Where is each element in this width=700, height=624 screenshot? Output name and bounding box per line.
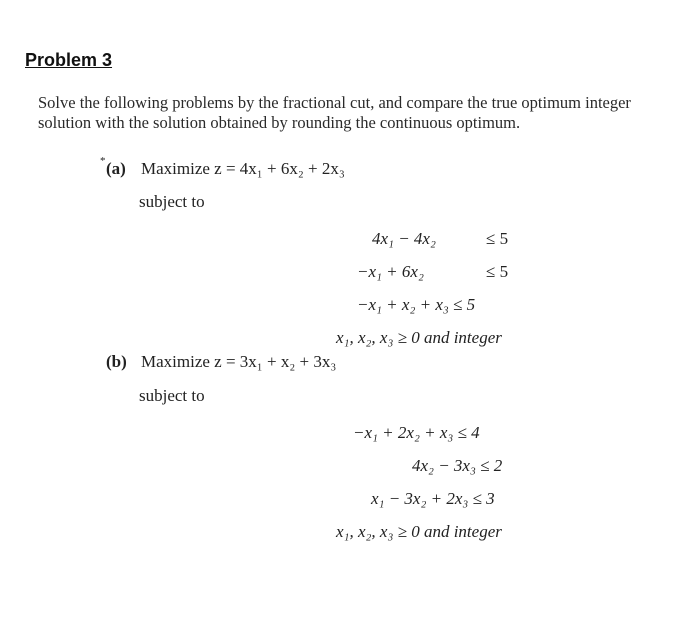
part-a-constraint-2-lhs: −x₁ + 6x₂ xyxy=(357,262,424,281)
part-b-constraint-2: 4x₂ − 3x₃ ≤ 2 xyxy=(412,456,503,475)
part-a-constraint-1-lhs: 4x₁ − 4x₂ xyxy=(372,229,436,248)
part-a-constraint-2-rhs: ≤ 5 xyxy=(486,262,509,281)
part-a-nonnegativity: x₁, x₂, x₃ ≥ 0 and integer xyxy=(336,328,502,347)
part-a-constraint-3: −x₁ + x₂ + x₃ ≤ 5 xyxy=(357,295,476,314)
part-b-nonnegativity: x₁, x₂, x₃ ≥ 0 and integer xyxy=(336,522,502,541)
part-b-objective: Maximize z = 3x₁ + x₂ + 3x₃ xyxy=(141,352,337,371)
part-a-subject-to: subject to xyxy=(139,192,205,211)
problem-intro: Solve the following problems by the fractional cut, and compare the true optimum integer solution with the solution obtained by rounding the continuous optimum. xyxy=(38,93,631,132)
part-b-label: (b) xyxy=(106,352,127,371)
starred-marker: * xyxy=(100,155,106,167)
part-a-objective: Maximize z = 4x₁ + 6x₂ + 2x₃ xyxy=(141,159,345,178)
part-b-constraint-1: −x₁ + 2x₂ + x₃ ≤ 4 xyxy=(353,423,480,442)
part-b-constraint-3: x₁ − 3x₂ + 2x₃ ≤ 3 xyxy=(371,489,495,508)
part-a-label: (a) xyxy=(106,159,126,178)
part-a-constraint-1-rhs: ≤ 5 xyxy=(486,229,509,248)
problem-title: Problem 3 xyxy=(25,50,113,70)
part-b-subject-to: subject to xyxy=(139,386,205,405)
